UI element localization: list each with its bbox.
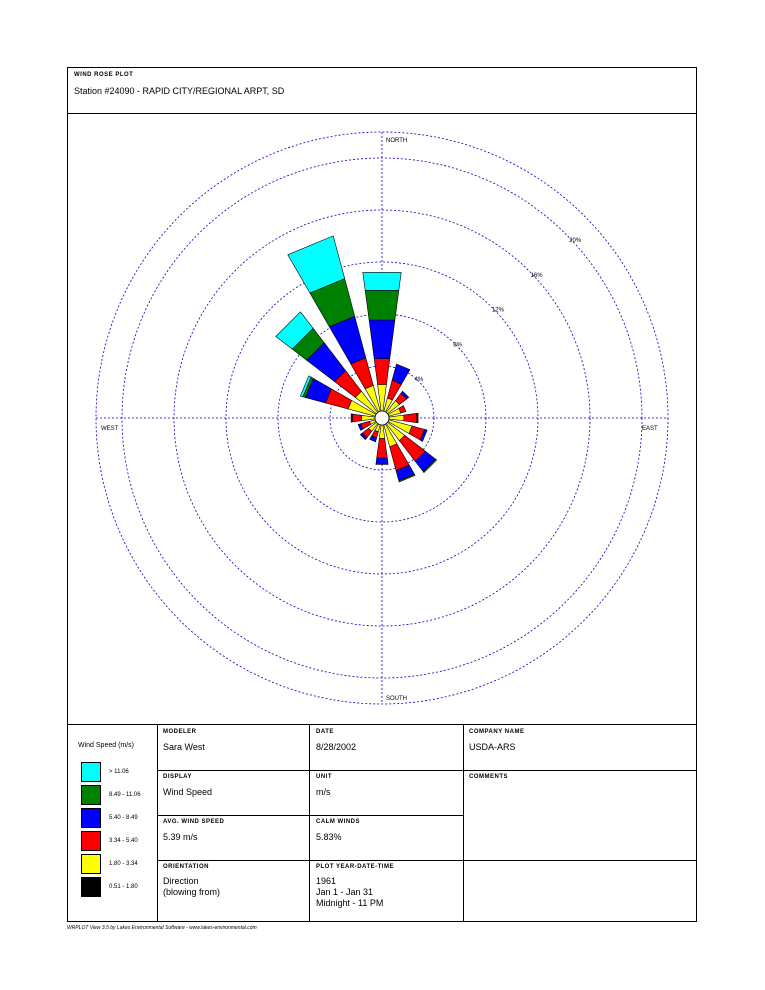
legend-swatch-2 bbox=[81, 808, 101, 828]
ring-label-12: 12% bbox=[491, 307, 504, 314]
legend-swatch-5 bbox=[81, 877, 101, 897]
calm-center bbox=[375, 411, 389, 425]
plot-year-value: 1961 bbox=[316, 876, 337, 886]
legend-swatch-1 bbox=[81, 785, 101, 805]
plot-date-value: Jan 1 - Jan 31 bbox=[316, 887, 374, 897]
petal-270-bin-3 bbox=[351, 414, 352, 422]
petal-90-bin-3 bbox=[417, 413, 418, 423]
legend-swatch-3 bbox=[81, 831, 101, 851]
ring-label-8: 8% bbox=[453, 342, 462, 349]
legend-title: Wind Speed (m/s) bbox=[78, 742, 135, 749]
avg-speed-value: 5.39 m/s bbox=[163, 832, 198, 842]
west-label: WEST bbox=[101, 426, 119, 432]
display-caption: DISPLAY bbox=[163, 774, 192, 780]
plot-header bbox=[68, 68, 696, 114]
date-value: 8/28/2002 bbox=[316, 742, 357, 752]
legend-swatch-0 bbox=[81, 762, 101, 782]
legend-label-3: 3.34 - 5.40 bbox=[109, 838, 138, 844]
date-caption: DATE bbox=[316, 729, 334, 735]
petal-90-bin-2 bbox=[404, 413, 417, 422]
east-label: EAST bbox=[642, 426, 658, 432]
plot-type-label: WIND ROSE PLOT bbox=[74, 72, 134, 78]
petal-0-bin-3 bbox=[369, 320, 395, 359]
wind-rose-chart bbox=[68, 113, 696, 724]
north-label: NORTH bbox=[386, 138, 408, 144]
software-footer: WRPLOT View 3.5 by Lakes Environmental Software - www.lakes-environmental.com bbox=[67, 925, 257, 931]
petal-270-bin-2 bbox=[352, 414, 361, 422]
calm-winds-value: 5.83% bbox=[316, 832, 342, 842]
legend-label-1: 8.49 - 11.06 bbox=[109, 792, 141, 798]
modeler-caption: MODELER bbox=[163, 729, 197, 735]
plot-frame bbox=[67, 67, 697, 922]
calm-winds-caption: CALM WINDS bbox=[316, 819, 360, 825]
comments-caption: COMMENTS bbox=[469, 774, 508, 780]
orientation-value-2: (blowing from) bbox=[163, 887, 221, 897]
plot-time-caption: PLOT YEAR-DATE-TIME bbox=[316, 864, 394, 870]
petal-0-bin-2 bbox=[374, 359, 390, 385]
south-label: SOUTH bbox=[386, 696, 407, 702]
legend-swatch-4 bbox=[81, 854, 101, 874]
petal-180-bin-2 bbox=[377, 439, 388, 458]
company-value: USDA-ARS bbox=[469, 742, 516, 752]
plot-time-value: Midnight - 11 PM bbox=[316, 898, 384, 908]
unit-value: m/s bbox=[316, 787, 331, 797]
petal-0-bin-4 bbox=[365, 290, 399, 320]
avg-speed-caption: AVG. WIND SPEED bbox=[163, 819, 225, 825]
company-caption: COMPANY NAME bbox=[469, 729, 525, 735]
ring-label-16: 16% bbox=[530, 272, 543, 279]
wind-petals bbox=[276, 236, 437, 482]
petal-0-bin-5 bbox=[363, 272, 401, 290]
petal-22.5-bin-3 bbox=[392, 364, 410, 384]
orientation-value-1: Direction bbox=[163, 876, 199, 886]
info-table bbox=[68, 724, 696, 922]
station-title: Station #24090 - RAPID CITY/REGIONAL ARPT, SD bbox=[74, 86, 285, 96]
legend-label-5: 0.51 - 1.80 bbox=[109, 884, 138, 890]
legend-label-4: 1.80 - 3.34 bbox=[109, 861, 138, 867]
ring-label-20: 20% bbox=[569, 238, 582, 245]
legend-label-2: 5.40 - 8.49 bbox=[109, 815, 138, 821]
modeler-value: Sara West bbox=[163, 742, 205, 752]
legend-label-0: > 11.06 bbox=[109, 769, 129, 775]
ring-label-4: 4% bbox=[414, 377, 424, 384]
petal-180-bin-3 bbox=[376, 458, 388, 464]
display-value: Wind Speed bbox=[163, 787, 213, 797]
unit-caption: UNIT bbox=[316, 774, 332, 780]
orientation-caption: ORIENTATION bbox=[163, 864, 209, 870]
